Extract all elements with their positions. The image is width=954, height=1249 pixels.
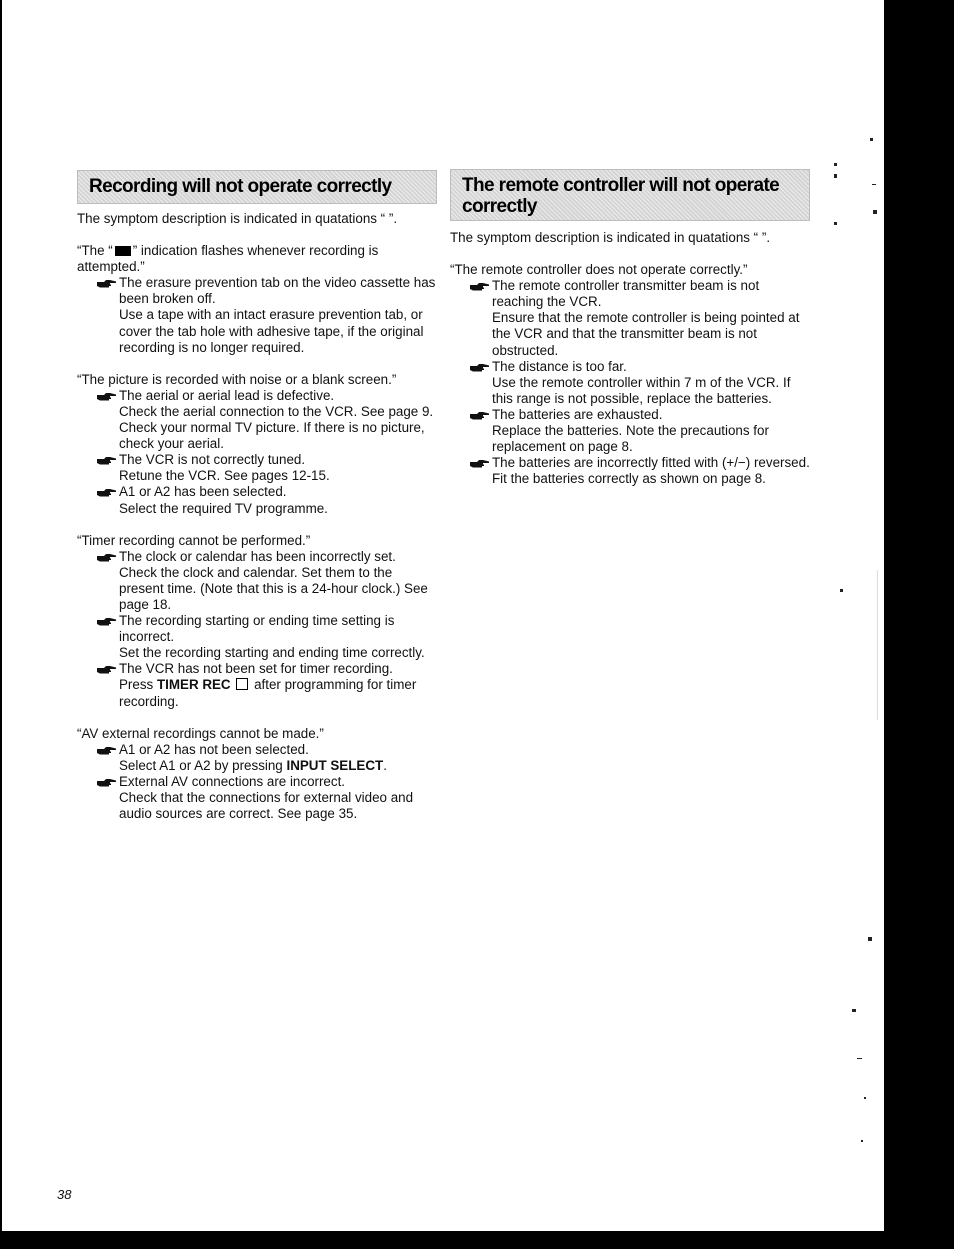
scan-speck (864, 1097, 866, 1099)
cause-entry (97, 774, 437, 790)
cause-text: The distance is too far. (492, 358, 627, 374)
cause-text: The batteries are incorrectly fitted with (+/−) reversed. (492, 455, 810, 471)
right-column (450, 169, 810, 487)
cause-text: The clock or calendar has been incorrectly set. (119, 548, 396, 564)
symptom-block (77, 726, 437, 823)
remedy-text: Use a tape with an intact erasure prevention tab, or cover the tab hole with adhesive tape, if the original recording is no longer required. (119, 307, 424, 355)
remedy-text: Use the remote controller within 7 m of the VCR. If this range is not possible, replace the batteries. (492, 374, 791, 406)
remedy-text: Ensure that the remote controller is being pointed at the VCR and that the transmitter beam is not obstructed. (492, 310, 800, 358)
remedy-text: Fit the batteries correctly as shown on page 8. (492, 471, 766, 487)
pointing-hand-icon (97, 613, 119, 629)
cause-text: The VCR is not correctly tuned. (119, 452, 306, 468)
pointing-hand-icon (97, 661, 119, 677)
scan-speck (834, 163, 837, 166)
remedy-text: Check the clock and calendar. Set them to the present time. (Note that this is a 24-hour clock.) See page 18. (119, 564, 428, 612)
pointing-hand-icon (470, 407, 492, 423)
intro-text: The symptom description is indicated in quatations “ ”. (450, 230, 771, 245)
symptom-text: “Timer recording cannot be performed.” (77, 532, 311, 548)
remedy-text: Retune the VCR. See pages 12-15. (119, 468, 330, 484)
remedy-text (77, 677, 437, 709)
remedy-text: Select the required TV programme. (119, 500, 328, 516)
remedy-text: Check the aerial connection to the VCR. See page 9. Check your normal TV picture. If there is no picture, check your aerial. (119, 403, 434, 452)
cause-text: A1 or A2 has not been selected. (119, 741, 309, 757)
cause-text: The VCR has not been set for timer recording. (119, 661, 393, 677)
cause-entry (470, 455, 810, 471)
scan-speck (868, 937, 872, 941)
remedy-text: Replace the batteries. Note the precautions for replacement on page 8. (492, 423, 769, 455)
pointing-hand-icon (97, 388, 119, 404)
scan-speck (873, 210, 877, 214)
cause-entry (97, 613, 437, 645)
cause-text: The erasure prevention tab on the video cassette has been broken off. (119, 275, 436, 307)
pointing-hand-icon (97, 452, 119, 468)
cause-text: The aerial or aerial lead is defective. (119, 387, 335, 403)
remedy-text-end: after programming for timer recording. (119, 677, 417, 709)
scan-speck (834, 174, 837, 178)
pointing-hand-icon (97, 275, 119, 291)
pointing-hand-icon (470, 278, 492, 294)
scan-speck (872, 184, 876, 185)
scan-speck (834, 222, 837, 225)
symptom-text: “The remote controller does not operate correctly.” (450, 262, 748, 278)
cause-text: The remote controller transmitter beam is not reaching the VCR. (492, 278, 760, 310)
symptom-text: “The picture is recorded with noise or a blank screen.” (77, 371, 397, 387)
symptom-block (77, 533, 437, 710)
cause-text: A1 or A2 has been selected. (119, 484, 287, 500)
intro-text: The symptom description is indicated in quatations “ ”. (77, 211, 398, 226)
remedy-text-end: . (383, 757, 387, 773)
symptom-block (77, 372, 437, 517)
scan-speck (861, 1140, 863, 1142)
cause-entry (97, 742, 437, 758)
symptom-text: “AV external recordings cannot be made.” (77, 725, 324, 741)
pointing-hand-icon (97, 774, 119, 790)
pointing-hand-icon (470, 359, 492, 375)
cause-entry (97, 484, 437, 500)
manual-page (2, 0, 884, 1231)
section-heading-recording: Recording will not operate correctly (77, 170, 437, 204)
scan-speck (870, 138, 873, 141)
scan-speck (857, 1058, 862, 1059)
cause-entry (97, 549, 437, 565)
remedy-text (77, 758, 437, 774)
timer-rec-button-label: TIMER REC (156, 677, 231, 693)
cause-entry (470, 278, 810, 310)
cause-entry (97, 275, 437, 307)
page-number: 38 (57, 1187, 72, 1202)
cause-entry (97, 452, 437, 468)
cause-entry (97, 661, 437, 677)
pointing-hand-icon (97, 484, 119, 500)
pointing-hand-icon (470, 455, 492, 471)
pointing-hand-icon (97, 549, 119, 565)
pointing-hand-icon (97, 742, 119, 758)
video-cassette-indicator-icon (115, 246, 131, 256)
scan-speck (840, 589, 843, 592)
symptom-block (77, 243, 437, 356)
cause-text: External AV connections are incorrect. (119, 773, 346, 789)
left-column (77, 170, 437, 822)
symptom-text-start: “The “ (77, 243, 113, 259)
cause-entry (470, 359, 810, 375)
remedy-text: Set the recording starting and ending time correctly. (119, 645, 425, 661)
remedy-text: Check that the connections for external video and audio sources are correct. See page 35. (119, 790, 414, 822)
scan-artifact-line (877, 570, 878, 720)
remedy-text-start: Press (119, 677, 157, 693)
remedy-text-start: Select A1 or A2 by pressing (119, 757, 287, 773)
timer-rec-icon (236, 678, 248, 690)
cause-entry (470, 407, 810, 423)
symptom-block (450, 262, 810, 487)
section-heading-remote: The remote controller will not operate correctly (450, 169, 810, 221)
cause-text: The recording starting or ending time setting is incorrect. (119, 613, 395, 645)
input-select-button-label: INPUT SELECT (286, 757, 384, 773)
cause-text: The batteries are exhausted. (492, 406, 663, 422)
scan-speck (852, 1009, 856, 1012)
symptom-text (77, 243, 437, 275)
symptom-text-end: ” indication flashes whenever recording is attempted.” (77, 243, 379, 275)
cause-entry (97, 388, 437, 404)
